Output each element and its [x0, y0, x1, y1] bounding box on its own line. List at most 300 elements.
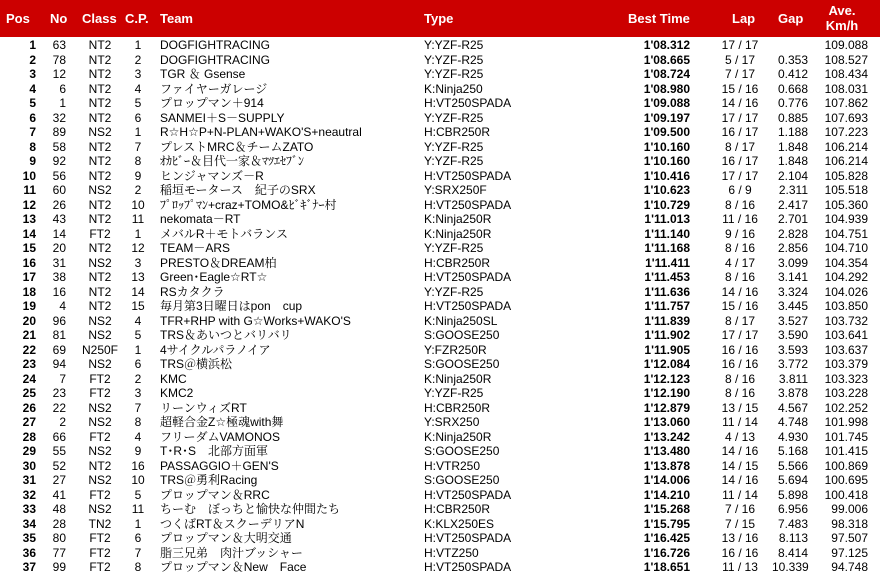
- cell-pos: 11: [23, 183, 36, 197]
- table-row: [0, 183, 880, 198]
- cell-no: 7: [59, 371, 66, 386]
- cell-lap: 4 / 13: [724, 429, 756, 444]
- table-row: [0, 154, 880, 169]
- cell-class: FT2: [89, 545, 111, 560]
- cell-gap: 3.527: [777, 313, 808, 328]
- cell-gap: 4.930: [777, 429, 808, 444]
- cell-pos: 6: [29, 110, 36, 125]
- header-cp: C.P.: [125, 11, 149, 26]
- cell-pos: 18: [22, 284, 36, 299]
- cell-type: Y:YZF-R25: [424, 38, 484, 52]
- header-best-time: Best Time: [628, 11, 690, 26]
- cell-lap: 4 / 17: [724, 255, 756, 270]
- cell-gap: 0.412: [777, 67, 808, 81]
- cell-type: K:Ninja250SL: [424, 313, 498, 328]
- table-row: [0, 299, 880, 314]
- cell-best-time: 1'10.160: [643, 139, 690, 154]
- cell-no: 43: [52, 212, 66, 226]
- cell-lap: 8 / 16: [724, 270, 756, 284]
- cell-cp: 1: [134, 342, 142, 357]
- cell-pos: 13: [22, 212, 36, 226]
- cell-class: NS2: [88, 357, 112, 371]
- table-row: [0, 502, 880, 517]
- cell-cp: 12: [131, 241, 145, 255]
- cell-no: 6: [59, 81, 66, 96]
- cell-best-time: 1'11.013: [644, 212, 690, 226]
- cell-ave: 98.318: [831, 516, 868, 531]
- cell-cp: 8: [134, 560, 142, 574]
- cell-team: プレストMRC＆チームZATO: [160, 139, 314, 154]
- table-row: [0, 546, 880, 561]
- cell-pos: 10: [22, 168, 36, 183]
- cell-gap: 3.445: [777, 299, 808, 313]
- cell-best-time: 1'12.190: [643, 386, 690, 400]
- cell-gap: 7.483: [777, 516, 808, 531]
- cell-type: K:Ninja250R: [424, 371, 492, 386]
- cell-no: 78: [52, 52, 66, 67]
- cell-best-time: 1'08.724: [643, 67, 690, 81]
- cell-type: H:VT250SPADA: [424, 560, 512, 574]
- cell-class: NS2: [88, 400, 112, 415]
- cell-team: nekomata－RT: [160, 212, 241, 226]
- cell-lap: 14 / 16: [721, 284, 759, 299]
- table-body: [0, 38, 880, 575]
- cell-lap: 13 / 16: [721, 531, 759, 545]
- cell-best-time: 1'08.312: [643, 38, 690, 52]
- cell-ave: 101.415: [824, 444, 868, 458]
- cell-cp: 4: [134, 81, 142, 96]
- cell-ave: 104.751: [824, 226, 868, 241]
- cell-best-time: 1'14.006: [643, 473, 690, 487]
- cell-type: Y:YZF-R25: [424, 67, 484, 81]
- cell-ave: 108.434: [824, 67, 868, 81]
- cell-class: NS2: [88, 502, 112, 516]
- table-row: [0, 140, 880, 155]
- table-row: [0, 169, 880, 184]
- table-row: [0, 401, 880, 416]
- cell-team: TEAM－ARS: [160, 241, 231, 255]
- cell-cp: 11: [131, 502, 145, 516]
- cell-pos: 17: [22, 270, 36, 284]
- cell-class: NT2: [88, 52, 112, 67]
- cell-no: 20: [52, 241, 66, 255]
- cell-pos: 14: [22, 226, 36, 241]
- header-gap: Gap: [778, 11, 804, 26]
- cell-type: K:Ninja250R: [424, 226, 492, 241]
- cell-lap: 7 / 15: [724, 516, 756, 531]
- cell-best-time: 1'10.729: [643, 197, 690, 212]
- cell-ave: 97.125: [831, 545, 868, 560]
- cell-class: NT2: [88, 241, 112, 255]
- cell-gap: 3.141: [777, 270, 808, 284]
- cell-gap: 1.848: [777, 139, 808, 154]
- cell-lap: 7 / 17: [724, 67, 756, 81]
- cell-type: Y:SRX250F: [424, 183, 487, 197]
- cell-no: 94: [52, 357, 66, 371]
- cell-cp: 3: [134, 386, 142, 400]
- cell-lap: 5 / 17: [724, 52, 756, 67]
- cell-type: Y:YZF-R25: [424, 284, 484, 299]
- cell-best-time: 1'09.500: [643, 125, 690, 139]
- cell-ave: 102.252: [824, 400, 868, 415]
- cell-cp: 7: [134, 400, 142, 415]
- cell-ave: 109.088: [824, 38, 868, 52]
- cell-gap: 2.856: [777, 241, 808, 255]
- cell-lap: 11 / 14: [722, 487, 758, 502]
- cell-gap: 0.353: [777, 52, 808, 67]
- header-team: Team: [160, 11, 193, 26]
- cell-pos: 2: [29, 52, 36, 67]
- cell-no: 31: [52, 255, 66, 270]
- table-row: [0, 125, 880, 140]
- cell-pos: 5: [29, 96, 36, 110]
- cell-pos: 3: [29, 67, 36, 81]
- cell-team: TGR ＆ Gsense: [160, 67, 246, 81]
- cell-team: PRESTO＆DREAM柏: [160, 255, 277, 270]
- cell-team: PASSAGGIO＋GEN'S: [160, 458, 279, 473]
- cell-lap: 14 / 15: [721, 458, 759, 473]
- cell-ave: 107.223: [824, 125, 868, 139]
- cell-type: H:CBR250R: [424, 125, 491, 139]
- cell-gap: 5.694: [777, 473, 808, 487]
- cell-team: 毎月第3日曜日はpon cup: [160, 299, 303, 313]
- table-row: [0, 415, 880, 430]
- cell-ave: 103.379: [824, 357, 868, 371]
- cell-gap: 5.898: [777, 487, 808, 502]
- cell-type: H:CBR250R: [424, 502, 491, 516]
- cell-pos: 9: [29, 154, 36, 168]
- cell-no: 99: [52, 560, 66, 574]
- cell-class: NS2: [88, 415, 112, 429]
- cell-type: S:GOOSE250: [424, 473, 500, 487]
- header-type: Type: [424, 11, 454, 26]
- cell-type: K:Ninja250: [424, 81, 483, 96]
- cell-pos: 20: [22, 313, 36, 328]
- cell-best-time: 1'12.123: [643, 371, 690, 386]
- cell-type: H:VT250SPADA: [424, 96, 512, 110]
- cell-cp: 5: [134, 487, 142, 502]
- cell-class: NT2: [88, 284, 112, 299]
- cell-best-time: 1'11.140: [644, 226, 690, 241]
- header-lap: Lap: [732, 11, 756, 26]
- cell-class: NT2: [88, 139, 112, 154]
- cell-no: 16: [52, 284, 66, 299]
- cell-team: RSカタクラ: [160, 284, 225, 299]
- cell-type: Y:YZF-R25: [424, 386, 484, 400]
- table-row: [0, 67, 880, 82]
- cell-class: NT2: [88, 38, 112, 52]
- cell-cp: 8: [134, 415, 142, 429]
- cell-pos: 22: [22, 342, 36, 357]
- cell-class: NS2: [88, 444, 112, 458]
- cell-ave: 103.323: [824, 371, 868, 386]
- cell-cp: 4: [134, 313, 142, 328]
- cell-gap: 2.311: [778, 183, 808, 197]
- cell-type: S:GOOSE250: [424, 328, 500, 342]
- cell-cp: 10: [131, 197, 145, 212]
- cell-gap: 3.099: [777, 255, 808, 270]
- cell-class: NS2: [88, 183, 112, 197]
- cell-class: FT2: [89, 371, 111, 386]
- cell-type: K:KLX250ES: [424, 516, 495, 531]
- cell-ave: 104.354: [824, 255, 868, 270]
- table-row: [0, 386, 880, 401]
- cell-no: 92: [52, 154, 66, 168]
- table-row: [0, 357, 880, 372]
- table-row: [0, 96, 880, 111]
- cell-cp: 1: [134, 125, 142, 139]
- cell-cp: 3: [134, 67, 142, 81]
- cell-cp: 6: [134, 110, 142, 125]
- cell-class: FT2: [89, 429, 111, 444]
- cell-class: NS2: [88, 313, 112, 328]
- cell-ave: 104.710: [824, 241, 868, 255]
- table-row: [0, 488, 880, 503]
- cell-team: SANMEI＋S－SUPPLY: [160, 110, 285, 125]
- cell-pos: 35: [22, 531, 36, 545]
- cell-best-time: 1'11.905: [644, 342, 690, 357]
- cell-best-time: 1'13.060: [643, 415, 690, 429]
- cell-ave: 100.869: [824, 458, 868, 473]
- table-row: [0, 212, 880, 227]
- cell-no: 52: [52, 458, 66, 473]
- cell-lap: 17 / 17: [721, 328, 759, 342]
- cell-team: ヒンジャマンズ－R: [160, 168, 264, 183]
- cell-ave: 105.360: [824, 197, 868, 212]
- cell-cp: 11: [131, 212, 145, 226]
- cell-ave: 108.031: [824, 81, 868, 96]
- cell-team: DOGFIGHTRACING: [160, 38, 270, 52]
- cell-lap: 14 / 16: [721, 473, 759, 487]
- cell-lap: 16 / 17: [721, 125, 759, 139]
- cell-pos: 26: [22, 400, 36, 415]
- cell-gap: 3.593: [777, 342, 808, 357]
- cell-ave: 97.507: [831, 531, 868, 545]
- cell-class: NS2: [88, 473, 112, 487]
- cell-team: プロップマン＋914: [160, 96, 264, 110]
- cell-pos: 1: [29, 38, 36, 52]
- cell-class: NT2: [88, 458, 112, 473]
- cell-pos: 27: [22, 415, 36, 429]
- table-row: [0, 459, 880, 474]
- cell-class: NT2: [88, 212, 112, 226]
- cell-team: 脂三兄弟 肉汁ブッシャー: [160, 545, 303, 560]
- cell-best-time: 1'16.726: [643, 545, 690, 560]
- cell-lap: 17 / 17: [721, 110, 759, 125]
- cell-cp: 6: [134, 357, 142, 371]
- cell-class: NT2: [88, 81, 112, 96]
- cell-best-time: 1'14.210: [643, 487, 690, 502]
- cell-cp: 8: [134, 154, 142, 168]
- cell-gap: 4.567: [777, 400, 808, 415]
- cell-cp: 15: [131, 299, 145, 313]
- cell-no: 58: [52, 139, 66, 154]
- header-class: Class: [82, 11, 117, 26]
- cell-team: メバルR＋モトバランス: [160, 226, 288, 241]
- cell-team: ファイヤーガレージ: [160, 81, 268, 96]
- cell-no: 55: [52, 444, 66, 458]
- cell-pos: 32: [22, 487, 36, 502]
- cell-best-time: 1'08.665: [643, 52, 690, 67]
- cell-ave: 105.828: [824, 168, 868, 183]
- cell-best-time: 1'13.480: [643, 444, 690, 458]
- cell-best-time: 1'11.839: [644, 313, 690, 328]
- cell-gap: 10.339: [772, 560, 809, 574]
- cell-best-time: 1'11.411: [645, 255, 690, 270]
- cell-ave: 104.026: [824, 284, 868, 299]
- cell-lap: 7 / 16: [724, 502, 756, 516]
- cell-gap: 5.168: [777, 444, 808, 458]
- cell-lap: 8 / 16: [724, 386, 756, 400]
- cell-no: 60: [52, 183, 66, 197]
- cell-cp: 2: [134, 183, 142, 197]
- cell-pos: 4: [29, 81, 36, 96]
- cell-cp: 10: [131, 473, 145, 487]
- table-row: [0, 241, 880, 256]
- cell-ave: 107.862: [824, 96, 868, 110]
- header-ave-line2: Km/h: [825, 18, 859, 33]
- cell-team: KMC: [160, 371, 187, 386]
- cell-type: H:VT250SPADA: [424, 197, 512, 212]
- cell-cp: 3: [134, 255, 142, 270]
- table-row: [0, 256, 880, 271]
- cell-team: TRS＠横浜松: [160, 357, 233, 371]
- header-no: No: [50, 11, 68, 26]
- cell-pos: 19: [22, 299, 36, 313]
- table-row: [0, 198, 880, 213]
- cell-best-time: 1'11.757: [644, 299, 690, 313]
- cell-best-time: 1'09.088: [643, 96, 690, 110]
- table-row: [0, 517, 880, 532]
- cell-gap: 3.324: [777, 284, 808, 299]
- cell-no: 23: [52, 386, 66, 400]
- cell-best-time: 1'11.453: [644, 270, 690, 284]
- cell-best-time: 1'08.980: [643, 81, 690, 96]
- cell-type: H:VT250SPADA: [424, 531, 512, 545]
- cell-team: 超軽合金Z☆極魂with舞: [160, 415, 284, 429]
- cell-no: 22: [52, 400, 66, 415]
- cell-cp: 16: [131, 458, 145, 473]
- cell-best-time: 1'13.878: [643, 458, 690, 473]
- cell-gap: 1.188: [777, 125, 808, 139]
- cell-class: NT2: [88, 96, 112, 110]
- cell-team: プロップマン＆New Face: [160, 560, 307, 574]
- cell-lap: 16 / 17: [721, 154, 759, 168]
- cell-no: 69: [52, 342, 66, 357]
- cell-no: 77: [52, 545, 66, 560]
- cell-gap: 0.885: [777, 110, 808, 125]
- cell-type: K:Ninja250R: [424, 429, 492, 444]
- cell-pos: 12: [22, 197, 36, 212]
- cell-gap: 6.956: [777, 502, 808, 516]
- cell-lap: 8 / 16: [724, 197, 756, 212]
- cell-ave: 103.228: [824, 386, 868, 400]
- cell-lap: 13 / 15: [721, 400, 759, 415]
- cell-best-time: 1'12.879: [643, 400, 690, 415]
- table-row: [0, 285, 880, 300]
- cell-best-time: 1'12.084: [643, 357, 690, 371]
- cell-no: 41: [52, 487, 66, 502]
- cell-type: S:GOOSE250: [424, 444, 500, 458]
- cell-pos: 24: [22, 371, 36, 386]
- table-row: [0, 531, 880, 546]
- cell-team: 4サイクルパラノイア: [160, 342, 271, 357]
- cell-best-time: 1'11.902: [644, 328, 690, 342]
- table-header: [0, 0, 880, 37]
- cell-ave: 100.695: [824, 473, 868, 487]
- cell-gap: 4.748: [777, 415, 808, 429]
- cell-best-time: 1'10.416: [643, 168, 690, 183]
- cell-class: N250F: [81, 342, 119, 357]
- cell-no: 96: [52, 313, 66, 328]
- cell-pos: 7: [29, 125, 36, 139]
- cell-ave: 103.732: [824, 313, 868, 328]
- cell-gap: 2.701: [777, 212, 808, 226]
- cell-type: H:VTZ250: [424, 545, 479, 560]
- cell-type: Y:YZF-R25: [424, 139, 484, 154]
- header-ave-line1: Ave.: [828, 3, 856, 18]
- cell-no: 12: [52, 67, 66, 81]
- cell-ave: 106.214: [824, 139, 868, 154]
- cell-class: NS2: [88, 125, 112, 139]
- cell-pos: 8: [29, 139, 36, 154]
- cell-best-time: 1'09.197: [643, 110, 690, 125]
- cell-best-time: 1'10.623: [643, 183, 690, 197]
- cell-cp: 2: [134, 52, 142, 67]
- table-row: [0, 343, 880, 358]
- cell-ave: 100.418: [824, 487, 868, 502]
- cell-gap: 8.113: [778, 531, 808, 545]
- cell-class: TN2: [88, 516, 112, 531]
- cell-team: ちーむ ぼっちと愉快な仲間たち: [160, 502, 341, 516]
- cell-gap: 3.590: [777, 328, 808, 342]
- cell-cp: 5: [134, 328, 142, 342]
- cell-cp: 9: [134, 168, 142, 183]
- cell-type: H:CBR250R: [424, 400, 491, 415]
- cell-type: Y:FZR250R: [424, 342, 487, 357]
- cell-ave: 103.850: [824, 299, 868, 313]
- table-row: [0, 314, 880, 329]
- cell-no: 63: [52, 38, 66, 52]
- cell-ave: 107.693: [824, 110, 868, 125]
- cell-ave: 101.745: [824, 429, 868, 444]
- cell-ave: 104.292: [824, 270, 868, 284]
- cell-type: H:VT250SPADA: [424, 299, 512, 313]
- cell-team: ﾌﾟﾛｯﾌﾟﾏﾝ+craz+TOMO&ﾋﾞｷﾞﾅｰ村: [160, 197, 337, 212]
- table-row: [0, 38, 880, 53]
- cell-type: H:VT250SPADA: [424, 487, 512, 502]
- cell-team: TFR+RHP with G☆Works+WAKO'S: [160, 313, 351, 328]
- cell-class: NT2: [88, 299, 112, 313]
- cell-cp: 2: [134, 371, 142, 386]
- cell-cp: 5: [134, 96, 142, 110]
- cell-best-time: 1'15.795: [643, 516, 690, 531]
- cell-pos: 15: [22, 241, 36, 255]
- cell-gap: 3.878: [777, 386, 808, 400]
- cell-cp: 1: [134, 516, 142, 531]
- cell-cp: 1: [134, 38, 142, 52]
- cell-gap: 0.776: [777, 96, 808, 110]
- cell-pos: 33: [22, 502, 36, 516]
- cell-gap: 2.104: [777, 168, 808, 183]
- cell-team: R☆H☆P+N-PLAN+WAKO'S+neautral: [160, 125, 362, 139]
- cell-team: プロップマン＆RRC: [160, 487, 270, 502]
- table-row: [0, 53, 880, 68]
- cell-lap: 15 / 16: [721, 299, 759, 313]
- cell-no: 89: [52, 125, 66, 139]
- cell-team: DOGFIGHTRACING: [160, 52, 270, 67]
- cell-cp: 7: [134, 545, 142, 560]
